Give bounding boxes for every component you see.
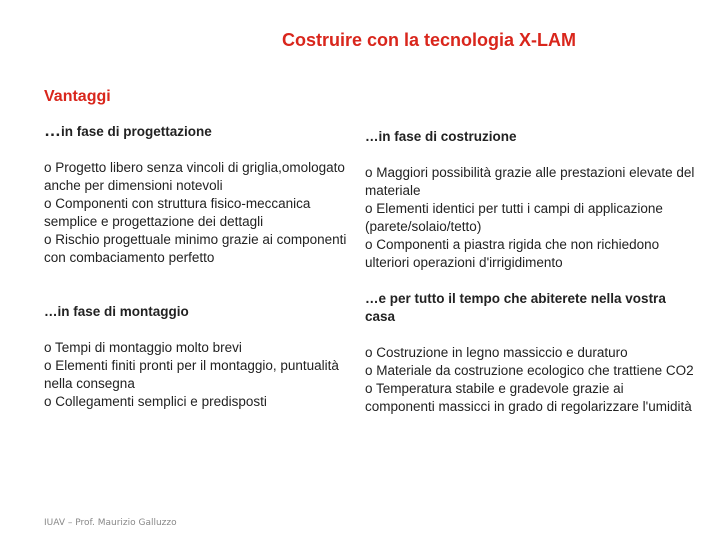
slide-subtitle: Vantaggi	[44, 88, 111, 105]
list-item: o Elementi identici per tutti i campi di applicazione (parete/solaio/tetto)	[365, 201, 663, 234]
left-column	[44, 122, 350, 411]
list-item: o Elementi finiti pronti per il montaggio, puntualità nella consegna	[44, 358, 339, 391]
list-item: o Materiale da costruzione ecologico che trattiene CO2	[365, 363, 694, 378]
right-column	[365, 128, 695, 416]
list-item: o Rischio progettuale minimo grazie ai componenti con combaciamento perfetto	[44, 232, 347, 265]
list-item: o Collegamenti semplici e predisposti	[44, 394, 267, 409]
section-heading-costruzione: …in fase di costruzione	[365, 129, 517, 144]
list-item: o Componenti a piastra rigida che non richiedono ulteriori operazioni d'irrigidimento	[365, 237, 660, 270]
footer-credit: IUAV – Prof. Maurizio Galluzzo	[44, 518, 177, 528]
section-heading-progettazione	[44, 122, 350, 141]
list-item: o Progetto libero senza vincoli di griglia,omologato anche per dimensioni notevoli	[44, 160, 345, 193]
heading-dots: …	[44, 121, 61, 140]
list-item: o Costruzione in legno massiccio e duraturo	[365, 345, 628, 360]
list-item: o Tempi di montaggio molto brevi	[44, 340, 242, 355]
list-item: o Maggiori possibilità grazie alle prestazioni elevate del materiale	[365, 165, 695, 198]
slide-title: Costruire con la tecnologia X-LAM	[282, 30, 577, 50]
section-heading-casa: …e per tutto il tempo che abiterete nella vostra casa	[365, 291, 666, 324]
list-item: o Temperatura stabile e gradevole grazie ai componenti massicci in grado di regolarizzare l'umidità	[365, 381, 692, 414]
heading-text: in fase di progettazione	[61, 124, 212, 139]
list-item: o Componenti con struttura fisico-meccanica semplice e progettazione dei dettagli	[44, 196, 311, 229]
section-heading-montaggio: …in fase di montaggio	[44, 304, 189, 319]
